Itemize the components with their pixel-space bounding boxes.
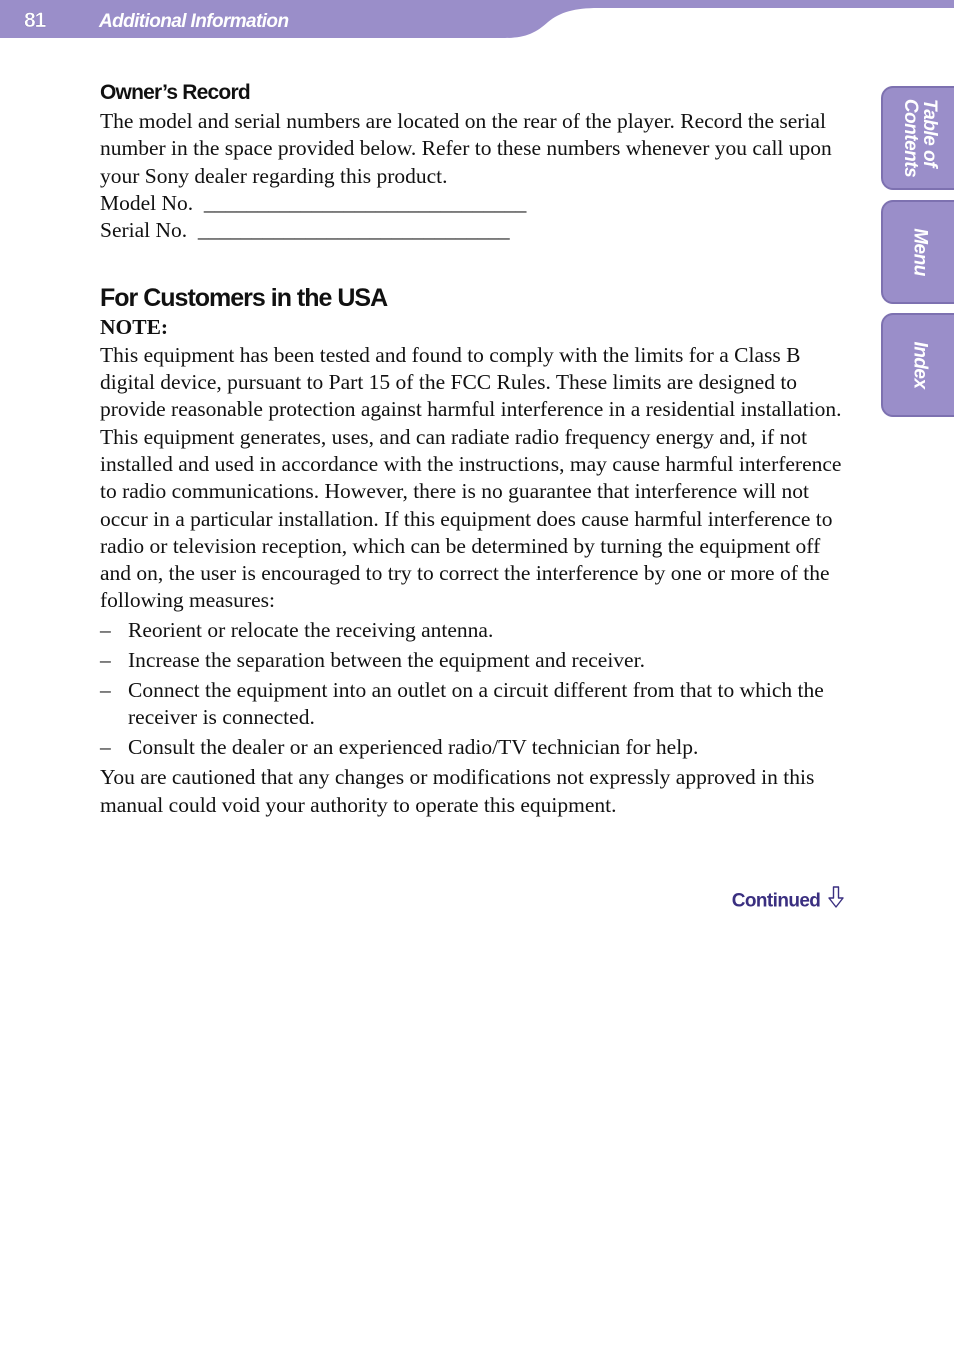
measure-text: Connect the equipment into an outlet on a circuit different from that to which the receiver is connected. [128, 677, 824, 730]
dash-bullet: – [100, 647, 111, 672]
tab-menu[interactable] [881, 200, 954, 304]
down-arrow-icon [828, 886, 844, 917]
list-item [100, 617, 845, 644]
section-title: Additional Information [99, 11, 289, 32]
continued-link[interactable] [732, 886, 844, 917]
main-content [100, 78, 845, 819]
owners-record-text: The model and serial numbers are located on the rear of the player. Record the serial number in the space provided below. Refer to these numbers whenever you call upon your Sony dealer regarding this product. [100, 109, 832, 188]
dash-bullet: – [100, 735, 111, 760]
note-label: NOTE: [100, 315, 169, 340]
list-item [100, 734, 845, 761]
list-item [100, 647, 845, 674]
measures-list [100, 617, 845, 762]
tab-table-of-contents-label: Table of Contents [899, 98, 940, 178]
dash-bullet: – [100, 617, 111, 642]
owners-record-heading: Owner’s Record [100, 81, 250, 104]
list-item [100, 677, 845, 732]
tab-index-label: Index [909, 341, 930, 389]
measure-text: Consult the dealer or an experienced radio/TV technician for help. [128, 735, 699, 760]
tab-table-of-contents[interactable] [881, 86, 954, 190]
tab-menu-label: Menu [909, 228, 930, 276]
page-number: 81 [24, 9, 46, 32]
dash-bullet: – [100, 677, 111, 702]
usa-heading: For Customers in the USA [100, 284, 388, 313]
serial-number-line: Serial No. _____________________________ [100, 218, 510, 243]
note-text: This equipment has been tested and found to comply with the limits for a Class B digital device, pursuant to Part 15 of the FCC Rules. These limits are designed to provide reasonable protection against harmful interference in a residential installation. This equipment generates, uses, and can radiate radio frequency energy and, if not installed and used in accordance with the instructions, may cause harmful interference to radio communications. However, there is no guarantee that interference will not occur in a particular installation. If this equipment does cause harmful interference to radio or television reception, which can be determined by turning the equipment off and on, the user is encouraged to try to correct the interference by one or more of the following measures: [100, 342, 842, 613]
model-number-line: Model No. ______________________________ [100, 190, 527, 215]
measure-text: Increase the separation between the equipment and receiver. [128, 647, 645, 672]
header-band [0, 0, 954, 40]
continued-label: Continued [731, 890, 821, 912]
tab-index[interactable] [881, 313, 954, 417]
caution-text: You are cautioned that any changes or modifications not expressly approved in this manual could void your authority to operate this equipment. [100, 765, 815, 817]
measure-text: Reorient or relocate the receiving antenna. [128, 617, 494, 642]
